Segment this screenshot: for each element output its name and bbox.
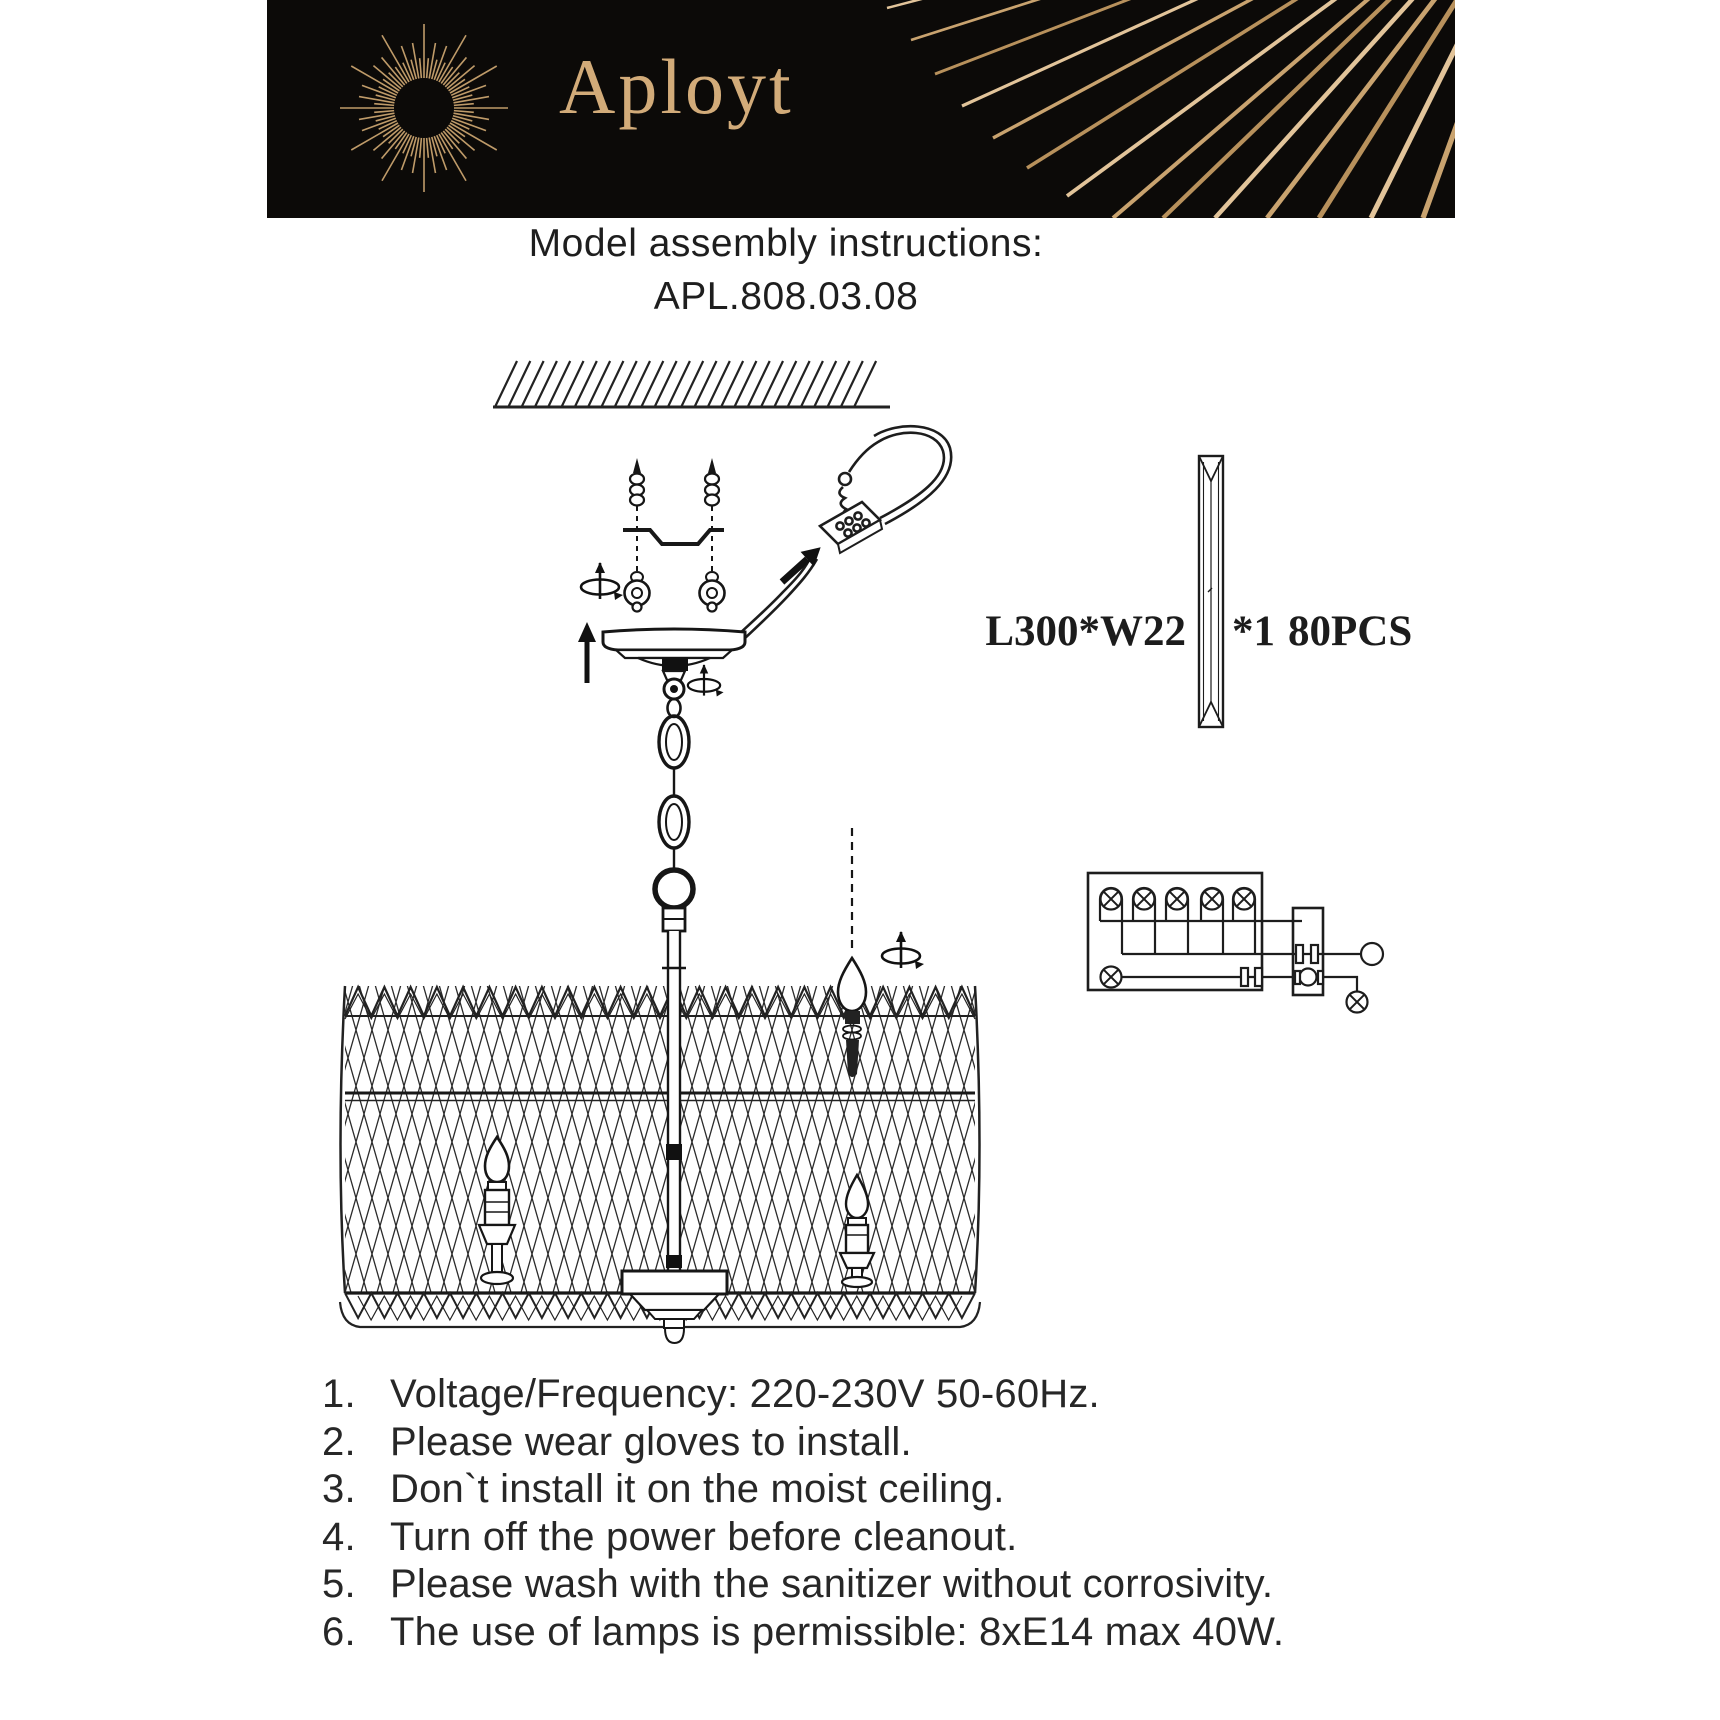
list-item: 5. Please wash with the sanitizer without corrosivity. xyxy=(322,1562,1274,1607)
lamp-symbol xyxy=(1202,889,1223,910)
lamp-symbol xyxy=(1167,889,1188,910)
assembly-diagram xyxy=(300,330,1450,1420)
part-pcs-label: 80PCS xyxy=(1288,608,1413,655)
ceiling-hatch xyxy=(495,361,876,407)
list-item: 4. Turn off the power before cleanout. xyxy=(322,1514,1018,1559)
sunburst-logo-icon xyxy=(340,24,508,192)
rotate-icon xyxy=(882,931,924,969)
part-qty-label: *1 xyxy=(1232,608,1275,655)
list-item: 3. Don`t install it on the moist ceiling. xyxy=(322,1467,1005,1512)
brand-header xyxy=(267,0,1455,218)
wiring-schematic xyxy=(1088,873,1383,1013)
model-number: APL.808.03.08 xyxy=(653,275,919,318)
hanging-chain xyxy=(655,699,693,931)
list-item: 6. The use of lamps is permissible: 8xE14 max 40W. xyxy=(322,1609,1285,1654)
expansion-screw xyxy=(700,458,725,612)
expansion-screw xyxy=(625,458,650,612)
rotate-icon xyxy=(688,664,724,696)
lamp-symbol xyxy=(1101,967,1122,988)
brand-name: Aployt xyxy=(559,43,794,130)
up-arrow-icon xyxy=(578,622,596,683)
page-title: Model assembly instructions: xyxy=(528,222,1044,265)
rotate-icon xyxy=(581,562,623,600)
lamp-symbol xyxy=(1134,889,1155,910)
title-block xyxy=(286,222,1286,319)
corner-rays-icon xyxy=(887,0,1455,218)
lamp-symbol xyxy=(1347,992,1368,1013)
crystal-rod-part xyxy=(1199,456,1223,727)
bottom-body xyxy=(622,1271,727,1343)
lamp-symbol xyxy=(1234,889,1255,910)
mounting-screws xyxy=(625,458,725,612)
header-art xyxy=(267,0,1455,218)
lamp-symbol xyxy=(1101,889,1122,910)
list-item: 1. Voltage/Frequency: 220-230V 50-60Hz. xyxy=(322,1372,1100,1416)
instructions-list xyxy=(322,1372,1512,1658)
mains-wire-and-connector xyxy=(738,426,951,639)
mounting-bracket xyxy=(623,530,724,544)
list-item: 2. Please wear gloves to install. xyxy=(322,1419,912,1464)
ceiling-canopy xyxy=(603,629,745,699)
part-size-label: L300*W22 xyxy=(985,608,1186,655)
